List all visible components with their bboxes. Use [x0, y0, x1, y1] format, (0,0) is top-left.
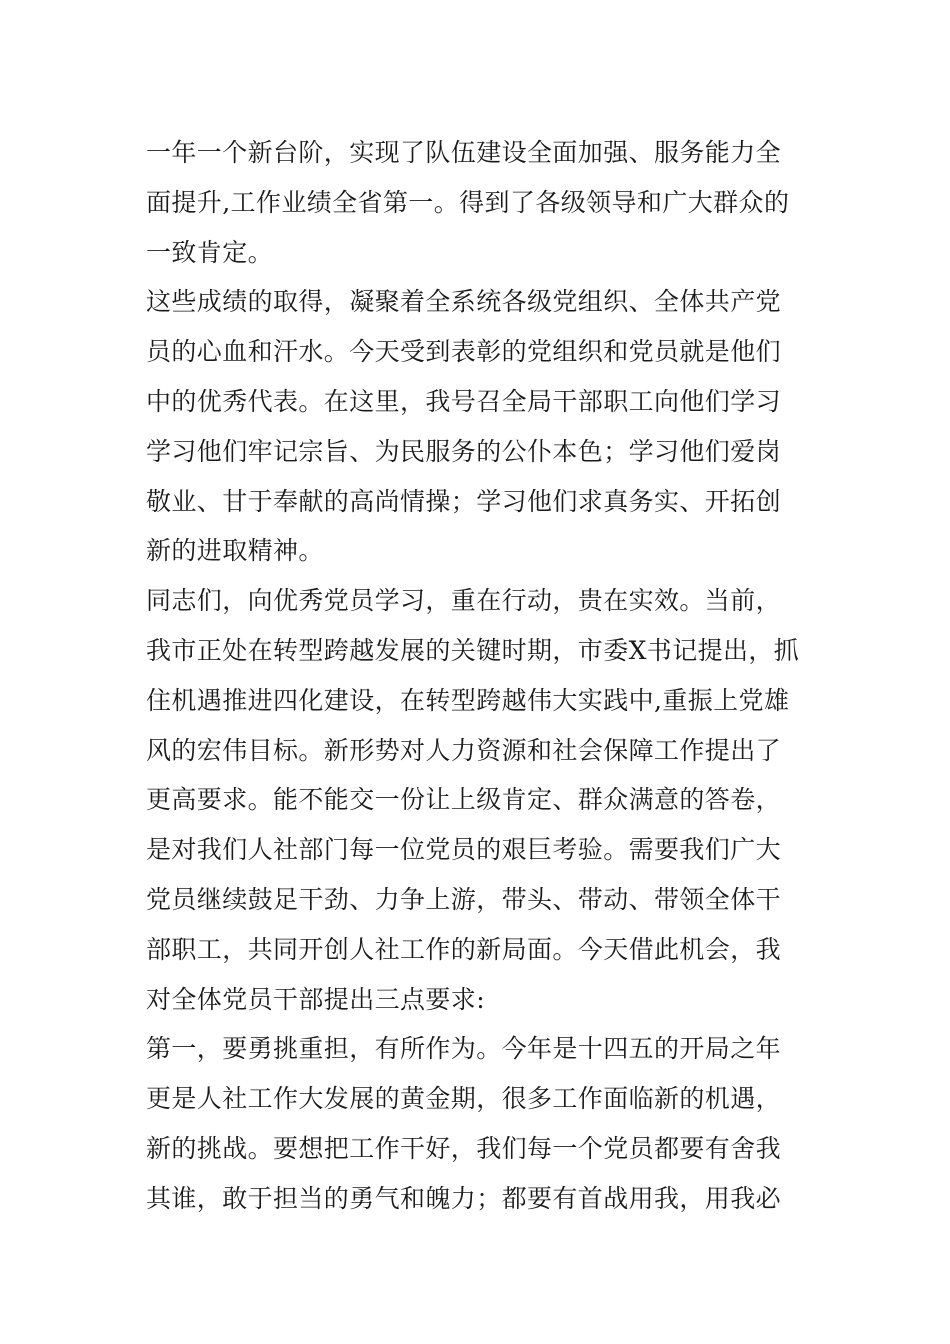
text-line: 中的优秀代表。在这里，我号召全局干部职工向他们学习: [146, 386, 782, 416]
text-line: 新的挑战。要想把工作干好，我们每一个党员都要有舍我: [146, 1133, 782, 1163]
text-line: 风的宏伟目标。新形势对人力资源和社会保障工作提出了: [146, 735, 782, 765]
text-line: 员的心血和汗水。今天受到表彰的党组织和党员就是他们: [146, 337, 782, 367]
text-line: 更是人社工作大发展的黄金期，很多工作面临新的机遇，: [146, 1084, 782, 1114]
text-line: 同志们，向优秀党员学习，重在行动，贵在实效。当前，: [146, 586, 782, 616]
text-line: 学习他们牢记宗旨、为民服务的公仆本色；学习他们爱岗: [146, 436, 782, 466]
text-line: 面提升,工作业绩全省第一。得到了各级领导和广大群众的: [146, 187, 790, 217]
text-line: 更高要求。能不能交一份让上级肯定、群众满意的答卷，: [146, 785, 782, 815]
text-line: 部职工，共同开创人社工作的新局面。今天借此机会，我: [146, 934, 782, 964]
body-text: [146, 128, 808, 1224]
text-line: 一致肯定。: [146, 237, 274, 267]
text-line: 对全体党员干部提出三点要求:: [146, 984, 486, 1014]
text-line: 是对我们人社部门每一位党员的艰巨考验。需要我们广大: [146, 835, 782, 865]
text-line: 其谁，敢于担当的勇气和魄力；都要有首战用我，用我必: [146, 1183, 782, 1213]
text-line: 新的进取精神。: [146, 536, 324, 566]
text-line: 第一，要勇挑重担，有所作为。今年是十四五的开局之年: [146, 1034, 782, 1064]
text-line: 一年一个新台阶，实现了队伍建设全面加强、服务能力全: [146, 138, 782, 167]
text-line: 敬业、甘于奉献的高尚情操；学习他们求真务实、开拓创: [146, 486, 782, 516]
text-line: 这些成绩的取得，凝聚着全系统各级党组织、全体共产党: [146, 287, 782, 317]
text-line: 我市正处在转型跨越发展的关键时期，市委X书记提出，抓: [146, 635, 800, 665]
text-line: 党员继续鼓足干劲、力争上游，带头、带动、带领全体干: [146, 884, 782, 914]
text-line: 住机遇推进四化建设，在转型跨越伟大实践中,重振上党雄: [146, 685, 790, 715]
